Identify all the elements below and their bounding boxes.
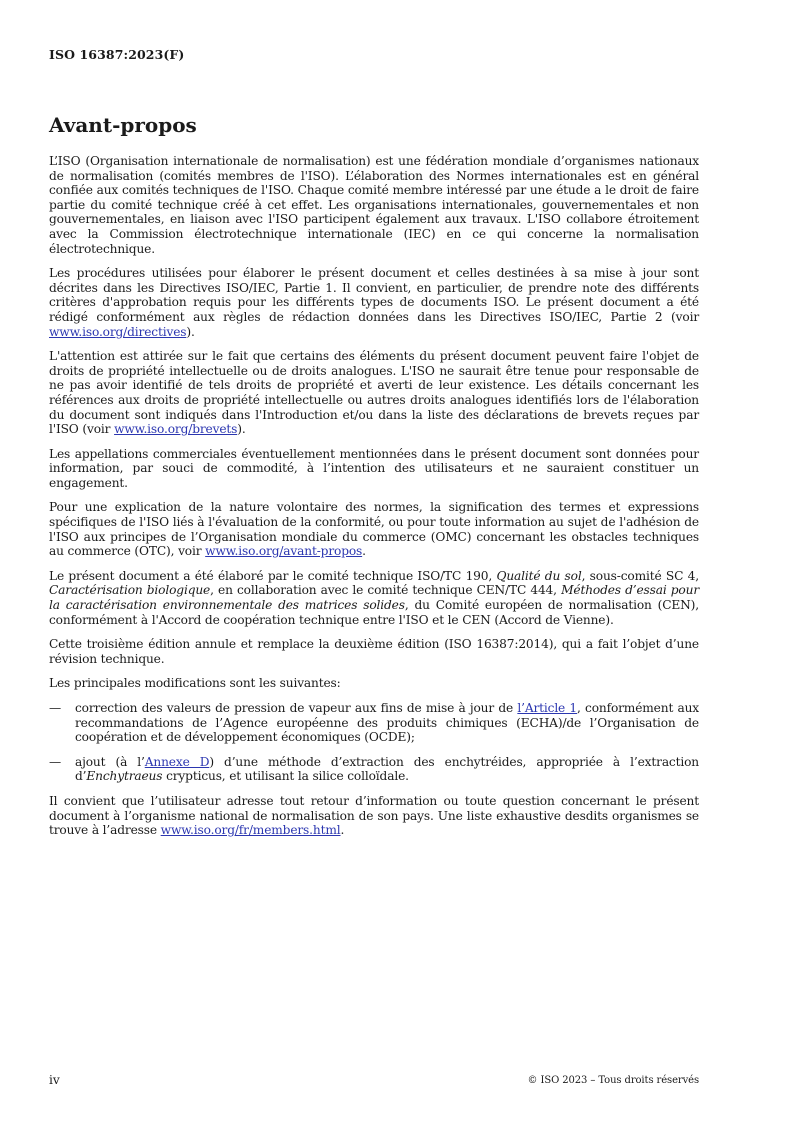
- dash-bullet: —: [49, 754, 62, 769]
- document-id: ISO 16387:2023(F): [49, 47, 185, 62]
- paragraph-patents: L'attention est attirée sur le fait que certains des éléments du présent document peuvent faire l'objet de droits de propriété intellectuelle ou de droits analogues. L'ISO ne saurait être tenue pour responsable de ne pas avoir identifié de tels droits de propriété et averti de leur existence. Les détails concernant les références aux droits de propriété intellectuelle ou autres droits analogues identifiés lors de l'élaboration du document sont indiqués dans l'Introduction et/ou dans la liste des déclarations de brevets reçues par l'ISO (voir www.iso.org/brevets).: [49, 349, 699, 437]
- list-item-text: correction des valeurs de pression de vapeur aux fins de mise à jour de l’Article 1, conformément aux recommandations de l’Agence européenne des produits chimiques (ECHA)/de l’Organisation de coopération et de développement économiques (OCDE);: [75, 701, 700, 745]
- article-1-link[interactable]: l’Article 1: [517, 701, 578, 715]
- paragraph-procedures: Les procédures utilisées pour élaborer le présent document et celles destinées à sa mise à jour sont décrites dans les Directives ISO/IEC, Partie 1. Il convient, en particulier, de prendre note des différents critères d'approbation requis pour les différents types de documents ISO. Le présent document a été rédigé conformément aux règles de rédaction données dans les Directives ISO/IEC, Partie 2 (voir www.iso.org/directives).: [49, 266, 699, 339]
- paragraph-iso-intro: L’ISO (Organisation internationale de normalisation) est une fédération mondiale d’organismes nationaux de normalisation (comités membres de l'ISO). L’élaboration des Normes internationales est en général confiée aux comités techniques de l'ISO. Chaque comité membre intéressé par une étude a le droit de faire partie du comité technique créé à cet effet. Les organisations internationales, gouvernementales et non gouvernementales, en liaison avec l'ISO participent également aux travaux. L'ISO collabore étroitement avec la Commission électrotechnique internationale (IEC) en ce qui concerne la normalisation électrotechnique.: [49, 154, 699, 256]
- annex-d-link[interactable]: Annexe D: [144, 754, 210, 769]
- paragraph-edition: Cette troisième édition annule et remplace la deuxième édition (ISO 16387:2014), qui a fait l’objet d’une révision technique.: [49, 637, 699, 666]
- directives-link[interactable]: www.iso.org/directives: [49, 324, 187, 339]
- page-title: Avant-propos: [49, 113, 197, 137]
- list-item: [49, 755, 699, 784]
- patents-link[interactable]: www.iso.org/brevets: [114, 422, 238, 437]
- members-link[interactable]: www.iso.org/fr/members.html: [160, 823, 341, 838]
- copyright-notice: © ISO 2023 – Tous droits réservés: [527, 1075, 699, 1086]
- foreword-link[interactable]: www.iso.org/avant-propos: [205, 544, 363, 559]
- paragraph-trade-names: Les appellations commerciales éventuellement mentionnées dans le présent document sont données pour information, par souci de commodité, à l’intention des utilisateurs et ne sauraient constituer un engagement.: [49, 446, 699, 490]
- paragraph-voluntary-nature: Pour une explication de la nature volontaire des normes, la signification des termes et expressions spécifiques de l'ISO liés à l'évaluation de la conformité, ou pour toute information au sujet de l'adhésion de l'ISO aux principes de l’Organisation mondiale du commerce (OMC) concernant les obstacles techniques au commerce (OTC), voir www.iso.org/avant-propos.: [49, 500, 699, 559]
- foreword-body: [49, 154, 699, 848]
- paragraph-committee: Le présent document a été élaboré par le comité technique ISO/TC 190, Qualité du sol, sous-comité SC 4, Caractérisation biologique, en collaboration avec le comité technique CEN/TC 444, Méthodes d’essai pour la caractérisation environnementale des matrices solides, du Comité européen de normalisation (CEN), conformément à l'Accord de coopération technique entre l'ISO et le CEN (Accord de Vienne).: [49, 568, 699, 627]
- dash-bullet: —: [49, 701, 62, 715]
- list-item: [49, 701, 699, 745]
- list-item-text: ajout (à l’Annexe D) d’une méthode d’extraction des enchytréides, appropriée à l’extraction d’Enchytraeus crypticus, et utilisant la silice colloïdale.: [75, 754, 699, 784]
- page-number: iv: [49, 1073, 60, 1087]
- paragraph-feedback: Il convient que l’utilisateur adresse tout retour d’information ou toute question concernant le présent document à l’organisme national de normalisation de son pays. Une liste exhaustive desdits organismes se trouve à l’adresse www.iso.org/fr/members.html.: [49, 793, 699, 838]
- paragraph-changes-intro: Les principales modifications sont les suivantes:: [49, 676, 341, 691]
